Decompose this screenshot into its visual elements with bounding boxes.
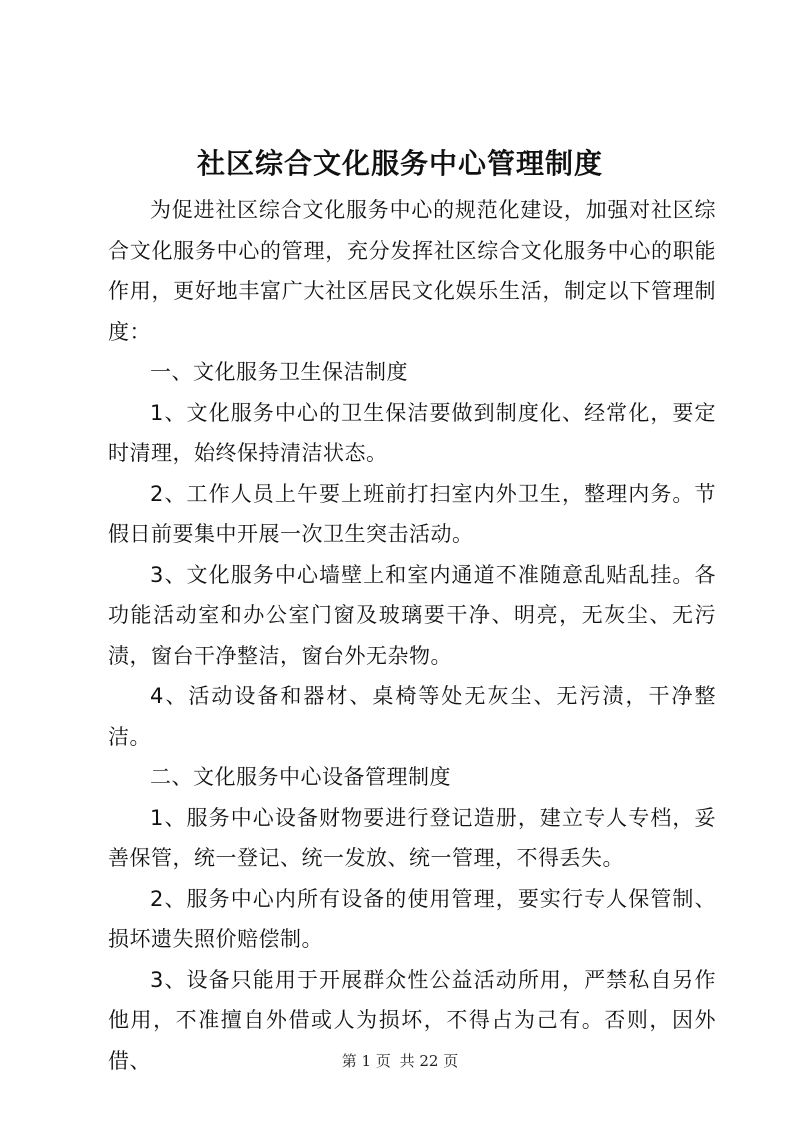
section-1-item-2: 2、工作人员上午要上班前打扫室内外卫生，整理内务。节假日前要集中开展一次卫生突击活动。	[108, 481, 716, 546]
document-body	[108, 190, 716, 1081]
page-total: 共 22 页	[399, 1052, 459, 1070]
document-title: 社区综合文化服务中心管理制度	[196, 147, 603, 180]
intro-paragraph: 为促进社区综合文化服务中心的规范化建设，加强对社区综合文化服务中心的管理，充分发挥社区综合文化服务中心的职能作用，更好地丰富广大社区居民文化娱乐生活，制定以下管理制度：	[108, 198, 716, 344]
page-number: 第 1 页	[341, 1052, 391, 1070]
section-2-item-2: 2、服务中心内所有设备的使用管理，要实行专人保管制、损坏遗失照价赔偿制。	[108, 886, 716, 951]
page-footer	[0, 1050, 800, 1071]
section-heading-1: 一、文化服务卫生保洁制度	[150, 360, 408, 384]
section-2-item-3: 3、设备只能用于开展群众性公益活动所用，严禁私自另作他用，不准擅自外借或人为损坏，不得占为己有。否则，因外借、	[108, 967, 716, 1073]
section-1-item-4: 4、活动设备和器材、桌椅等处无灰尘、无污渍，干净整洁。	[108, 684, 716, 749]
section-1-item-3: 3、文化服务中心墙壁上和室内通道不准随意乱贴乱挂。各功能活动室和办公室门窗及玻璃要干净、明亮，无灰尘、无污渍，窗台干净整洁，窗台外无杂物。	[108, 562, 716, 668]
section-2-item-1: 1、服务中心设备财物要进行登记造册，建立专人专档，妥善保管，统一登记、统一发放、统一管理，不得丢失。	[108, 805, 716, 870]
section-heading-2: 二、文化服务中心设备管理制度	[150, 765, 451, 789]
section-1-item-1: 1、文化服务中心的卫生保洁要做到制度化、经常化，要定时清理，始终保持清洁状态。	[108, 400, 716, 465]
